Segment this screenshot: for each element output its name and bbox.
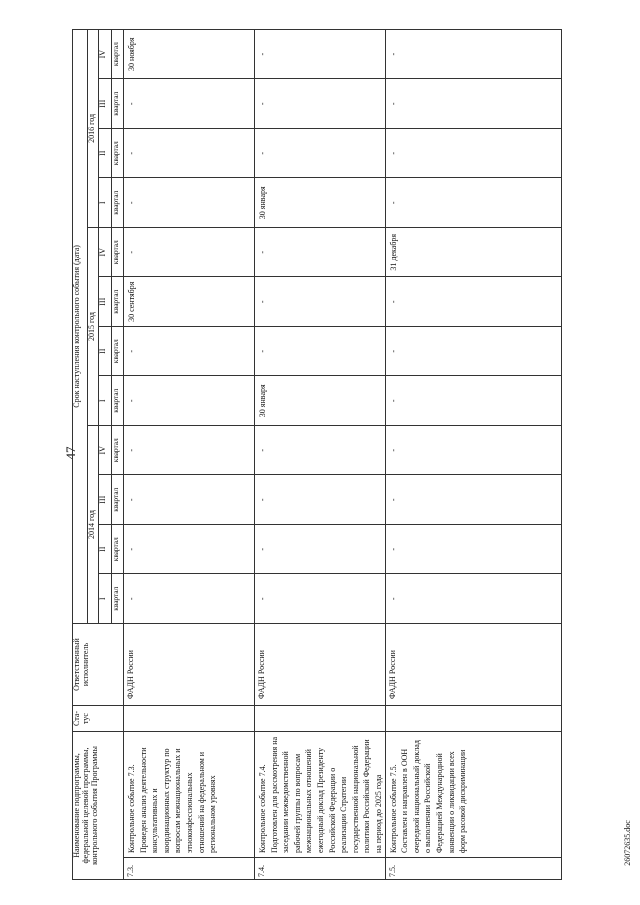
row-number: 7.5. bbox=[385, 858, 561, 880]
control-events-table bbox=[72, 29, 562, 880]
table-row bbox=[124, 29, 255, 879]
header-quarter-number: III bbox=[99, 79, 112, 129]
header-quarter-label: квартал bbox=[112, 475, 124, 525]
header-quarter-number: I bbox=[99, 376, 112, 426]
deadline-cell: - bbox=[255, 79, 386, 129]
schedule-sheet bbox=[72, 30, 582, 880]
control-event-name: Контрольное событие 7.4. Подготовлен для рассмотрения на заседании межведомственной рабочей группы по вопросам межнациональных отношений ежегодный доклад Президенту Российской Федерации о реализации Стратегии государственной национальной политики Российской Федерации на период до 2025 года bbox=[255, 732, 386, 858]
deadline-cell: - bbox=[385, 525, 561, 575]
deadline-cell: - bbox=[385, 29, 561, 79]
deadline-cell: - bbox=[385, 475, 561, 525]
table-row bbox=[385, 29, 561, 879]
footer-doc-id: 26072635.doc bbox=[623, 820, 632, 866]
header-quarter-label: квартал bbox=[112, 129, 124, 179]
header-quarter-label: квартал bbox=[112, 29, 124, 79]
table-header bbox=[73, 29, 124, 879]
control-event-name: Контрольное событие 7.5. Составлен и направлен в ООН очередной национальный доклад о выполнении Российской Федерацией Международной конвенции о ликвидации всех форм расовой дискриминации bbox=[385, 732, 561, 858]
deadline-cell: - bbox=[255, 29, 386, 79]
deadline-cell: 30 ноября bbox=[124, 29, 255, 79]
row-status bbox=[255, 706, 386, 732]
header-year-2016: 2016 год bbox=[88, 29, 99, 227]
deadline-cell: - bbox=[124, 327, 255, 377]
deadline-cell: - bbox=[385, 327, 561, 377]
header-quarter-number: III bbox=[99, 277, 112, 327]
deadline-cell: - bbox=[255, 228, 386, 278]
header-quarter-number: I bbox=[99, 178, 112, 228]
deadline-cell: - bbox=[124, 376, 255, 426]
header-quarter-number: IV bbox=[99, 228, 112, 278]
deadline-cell: - bbox=[255, 475, 386, 525]
header-quarter-label: квартал bbox=[112, 376, 124, 426]
row-status bbox=[385, 706, 561, 732]
header-status-column: Ста-тус bbox=[73, 706, 124, 732]
deadline-cell: - bbox=[255, 327, 386, 377]
deadline-cell: - bbox=[385, 376, 561, 426]
header-executor-column: Ответственный исполнитель bbox=[73, 624, 124, 706]
deadline-cell: - bbox=[385, 574, 561, 624]
deadline-cell: - bbox=[124, 129, 255, 179]
deadline-cell: - bbox=[255, 574, 386, 624]
deadline-cell: - bbox=[255, 129, 386, 179]
header-quarter-label: квартал bbox=[112, 574, 124, 624]
deadline-cell: - bbox=[255, 277, 386, 327]
header-year-2015: 2015 год bbox=[88, 228, 99, 426]
header-quarter-number: II bbox=[99, 129, 112, 179]
deadline-cell: - bbox=[385, 277, 561, 327]
header-quarter-label: квартал bbox=[112, 426, 124, 476]
responsible-executor: ФАДН России bbox=[124, 624, 255, 706]
control-event-name: Контрольное событие 7.3. Проведен анализ деятельности консультативных и координационных структур по вопросам межнациональных и этноконфессиональных отношений на федеральном и региональном уровнях bbox=[124, 732, 255, 858]
deadline-cell: - bbox=[124, 228, 255, 278]
deadline-cell: - bbox=[124, 475, 255, 525]
header-quarter-number: IV bbox=[99, 29, 112, 79]
deadline-cell: 30 сентября bbox=[124, 277, 255, 327]
header-quarter-number: II bbox=[99, 525, 112, 575]
deadline-cell: - bbox=[124, 426, 255, 476]
deadline-cell: - bbox=[385, 426, 561, 476]
deadline-cell: - bbox=[385, 79, 561, 129]
row-status bbox=[124, 706, 255, 732]
deadline-cell: 30 января bbox=[255, 376, 386, 426]
deadline-cell: 31 декабря bbox=[385, 228, 561, 278]
row-number: 7.4. bbox=[255, 858, 386, 880]
header-quarter-number: IV bbox=[99, 426, 112, 476]
page-number: 47 bbox=[63, 446, 78, 460]
deadline-cell: - bbox=[124, 79, 255, 129]
header-quarter-label: квартал bbox=[112, 79, 124, 129]
header-quarter-label: квартал bbox=[112, 178, 124, 228]
deadline-cell: - bbox=[385, 129, 561, 179]
header-quarter-label: квартал bbox=[112, 327, 124, 377]
table-row bbox=[255, 29, 386, 879]
header-deadline-group: Срок наступления контрольного события (дата) bbox=[73, 29, 88, 623]
header-quarter-label: квартал bbox=[112, 228, 124, 278]
deadline-cell: - bbox=[255, 426, 386, 476]
deadline-cell: - bbox=[124, 178, 255, 228]
header-name-column: Наименование подпрограммы, федеральной целевой программы, контрольного события Программы bbox=[73, 732, 124, 880]
deadline-cell: - bbox=[255, 525, 386, 575]
header-quarter-label: квартал bbox=[112, 525, 124, 575]
responsible-executor: ФАДН России bbox=[255, 624, 386, 706]
deadline-cell: 30 января bbox=[255, 178, 386, 228]
row-number: 7.3. bbox=[124, 858, 255, 880]
responsible-executor: ФАДН России bbox=[385, 624, 561, 706]
header-year-2014: 2014 год bbox=[88, 426, 99, 624]
header-quarter-number: II bbox=[99, 327, 112, 377]
header-quarter-number: I bbox=[99, 574, 112, 624]
deadline-cell: - bbox=[124, 525, 255, 575]
header-quarter-number: III bbox=[99, 475, 112, 525]
header-quarter-label: квартал bbox=[112, 277, 124, 327]
deadline-cell: - bbox=[124, 574, 255, 624]
deadline-cell: - bbox=[385, 178, 561, 228]
